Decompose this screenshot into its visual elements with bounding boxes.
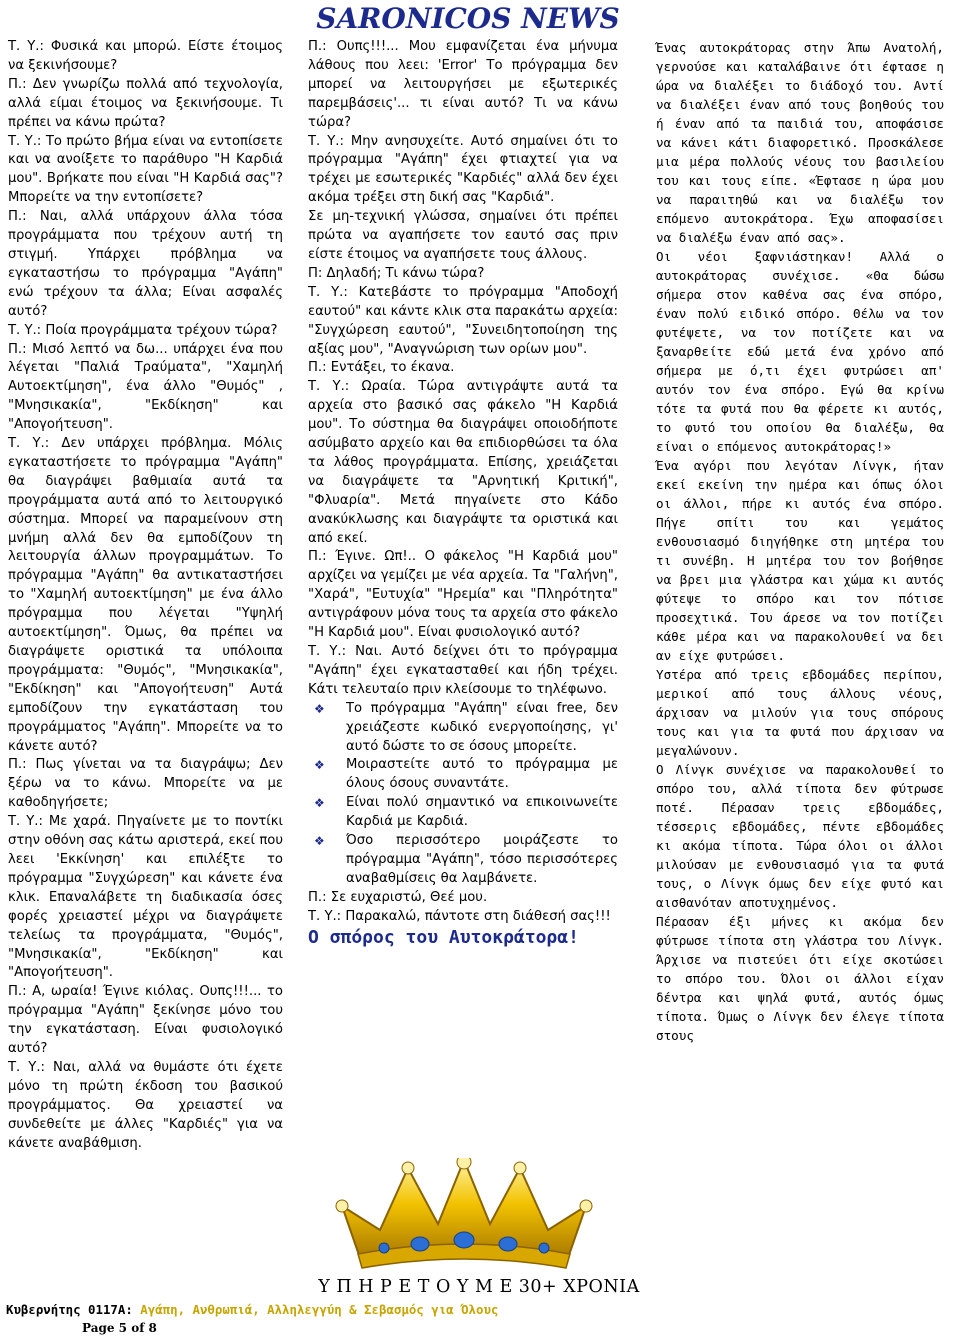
paragraph: Π.: Σε ευχαριστώ, Θεέ μου. bbox=[308, 889, 488, 905]
footer-motto-line bbox=[6, 1302, 498, 1317]
crown-icon bbox=[328, 1158, 600, 1270]
paragraph: Τ. Υ.: Ποία προγράμματα τρέχουν τώρα? bbox=[8, 322, 278, 338]
masthead-title: SARONICOS NEWS bbox=[316, 2, 620, 35]
paragraph: Τ. Υ.: Δεν υπάρχει πρόβλημα. Μόλις εγκαταστήσετε το πρόγραμμα "Αγάπη" θα διαγράψει βαθμιαία αυτά τα προγράμματα αυτά από το λειτουργικό σύστημα. Μπορεί να παραμείνουν στη μνήμη αλλά δεν θα εμποδίζουν τη λειτουργία άλλων προγραμμάτων. Το πρόγραμμα "Αγάπη" θα αντικαταστήσει το "Χαμηλή αυτοεκτίμηση" με ένα άλλο πρόγραμμα που λέγεται "Υψηλή αυτοεκτίμηση". Όμως, θα πρέπει να διαγράψετε οριστικά τα υπόλοιπα προγράμματα: "Θυμός", "Μνησικακία", "Εκδίκηση" και "Απογοήτευση" Αυτά εμποδίζουν την εγκατάσταση του προγράμματος "Αγάπη". Μπορείτε να το κάνετε αυτό? bbox=[8, 436, 283, 754]
paragraph: Ένα αγόρι που λεγόταν Λίνγκ, ήταν εκεί εκείνη την ημέρα και όπως όλοι οι άλλοι, πήρε κι αυτός ένα σπόρο. Πήγε σπίτι του και γεμάτος ενθουσιασμό διηγήθηκε στη μητέρα του τι συνέβη. Η μητέρα του τον βοήθησε να βρει μια γλάστρα και χώμα κι αυτός φύτεψε το σπόρο και τον πότισε προσεχτικά. Του άρεσε να τον ποτίζει κάθε μέρα και να παρακολουθεί να δει αν είχε φυτρώσει. bbox=[656, 458, 944, 663]
paragraph: Π: Δηλαδή; Τι κάνω τώρα? bbox=[308, 265, 485, 281]
paragraph: Ένας αυτοκράτορας στην Άπω Ανατολή, γερνούσε και καταλάβαινε ότι έφτασε η ώρα να διαλέξει το διάδοχό του. Αντί να διαλέξει έναν από τους βοηθούς του ή έναν από τα παιδιά του, αποφάσισε να κάνει κάτι διαφορετικό. Προσκάλεσε μια μέρα πολλούς νέους του βασιλείου του και τους είπε. «Έφτασε η ώρα μου να παραιτηθώ και να διαλέξω τον επόμενο αυτοκράτορα. Έχω αποφασίσει να διαλέξω έναν από σας». bbox=[656, 40, 944, 245]
list-item bbox=[308, 794, 618, 832]
paragraph: Τ. Υ.: Ναι, αλλά να θυμάστε ότι έχετε μόνο τη πρώτη έκδοση του βασικού προγράμματος. Θα χρειαστεί να συνδεθείτε με άλλες "Καρδιές" για να κάνετε αναβάθμιση. bbox=[8, 1059, 283, 1151]
paragraph: Π.: Εντάξει, το έκανα. bbox=[308, 360, 455, 376]
footer-prefix: Κυβερνήτης 0117Α: bbox=[6, 1302, 133, 1317]
column-3 bbox=[656, 38, 944, 1045]
list-item bbox=[308, 700, 618, 757]
paragraph: Τ. Υ.: Παρακαλώ, πάντοτε στη διάθεσή σας!!! bbox=[308, 908, 611, 924]
page-number: Page 5 of 8 bbox=[82, 1321, 157, 1335]
diamond-bullet-icon: ❖ bbox=[314, 834, 325, 849]
column-1 bbox=[8, 38, 283, 1153]
paragraph: Τ. Υ.: Ωραία. Τώρα αντιγράψτε αυτά τα αρχεία στο βασικό σας φάκελο "Η Καρδιά μου". Το σύστημα θα διαγράψει οποιοδήποτε ασύμβατο αρχείο και θα επιδιορθώσει τα όλα τα λάθος προγράμματα. Επίσης, χρειάζεται να διαγράψετε τα "Αρνητική Κριτική", "Φλυαρία". Μετά πηγαίνετε στο Κάδο ανακύκλωσης και διαγράψτε τα οριστικά και από εκεί. bbox=[308, 379, 618, 546]
paragraph: Τ. Υ.: Κατεβάστε το πρόγραμμα "Αποδοχή εαυτού" και κάντε κλικ στα παρακάτω αρχεία: "Συγχώρεση εαυτού", "Συνειδητοποίηση της αξίας μου", "Αναγνώριση των ορίων μου". bbox=[308, 284, 618, 357]
article-title: Ο σπόρος του Αυτοκράτορα! bbox=[308, 926, 579, 948]
list-item bbox=[308, 832, 618, 889]
list-item-text: Όσο περισσότερο μοιράζεστε το πρόγραμμα "Αγάπη", τόσο περισσότερες αναβαθμίσεις θα λαμβάνετε. bbox=[346, 833, 618, 886]
paragraph: Τ. Υ.: Ναι. Αυτό δείχνει ότι το πρόγραμμα "Αγάπη" έχει εγκατασταθεί και ήδη τρέχει. Κάτι τελευταίο πριν κλείσουμε το τηλέφωνο. bbox=[308, 644, 618, 697]
bullet-list bbox=[308, 700, 618, 889]
service-banner: Υ Π Η Ρ Ε Τ Ο Υ Μ Ε 30+ ΧΡΟΝΙΑ bbox=[318, 1277, 640, 1297]
list-item-text: Το πρόγραμμα "Αγάπη" είναι free, δεν χρειάζεστε κωδικό ενεργοποίησης, γι' αυτό δώστε το σε όσους μπορείτε. bbox=[346, 700, 618, 754]
paragraph: Τ. Υ.: Φυσικά και μπορώ. Είστε έτοιμος να ξεκινήσουμε? bbox=[8, 39, 283, 73]
paragraph: Τ. Υ.: Το πρώτο βήμα είναι να εντοπίσετε και να ανοίξετε το παράθυρο "Η Καρδιά μου". Βρήκατε που είναι "Η Καρδιά σας"? Μπορείτε να την εντοπίσετε? bbox=[8, 133, 283, 206]
paragraph: Υστέρα από τρεις εβδομάδες περίπου, μερικοί από τους άλλους νέους, άρχισαν να μιλούν για τους σπόρους τους και για τα φυτά που άρχισαν να μεγαλώνουν. bbox=[656, 667, 944, 758]
list-item-text: Είναι πολύ σημαντικό να επικοινωνείτε Καρδιά με Καρδιά. bbox=[346, 795, 618, 830]
paragraph: Τ. Υ.: Με χαρά. Πηγαίνετε με το ποντίκι στην οθόνη σας κάτω αριστερά, εκεί που λεει 'Εκκίνηση' και επιλέξτε το πρόγραμμα "Συγχώρεση" και κάνετε ένα κλικ. Επαναλάβετε τη διαδικασία όσες φορές χρειαστεί μέχρι να διαγράψετε τελείως τα προγράμματα, "Θυμός", "Μνησικακία", "Εκδίκηση" και "Απογοήτευση". bbox=[8, 814, 283, 981]
footer-motto: Αγάπη, Ανθρωπιά, Αλληλεγγύη & Σεβασμός για Όλους bbox=[140, 1302, 499, 1317]
paragraph: Π.: Μισό λεπτό να δω... υπάρχει ένα που λέγεται "Παλιά Τραύματα", "Χαμηλή Αυτοεκτίμηση", ένα άλλο "Θυμός" , "Μνησικακία", "Εκδίκηση" και "Απογοήτευση". bbox=[8, 341, 283, 433]
list-item-text: Μοιραστείτε αυτό το πρόγραμμα με όλους όσους συναντάτε. bbox=[346, 757, 618, 792]
paragraph: Τ. Υ.: Μην ανησυχείτε. Αυτό σημαίνει ότι το πρόγραμμα "Αγάπη" έχει φτιαχτεί για να τρέχει με εσωτερικές "Καρδιές" αλλά δεν έχει ακόμα τρέξει στη δική σας "Καρδιά". bbox=[308, 133, 618, 206]
paragraph: Π.: Δεν γνωρίζω πολλά από τεχνολογία, αλλά είμαι έτοιμος να ξεκινήσουμε. Τι πρέπει να κάνω πρώτα? bbox=[8, 76, 283, 130]
paragraph: Ο Λίνγκ συνέχισε να παρακολουθεί το σπόρο του, αλλά τίποτα δεν φύτρωσε ποτέ. Πέρασαν τρεις εβδομάδες, τέσσερις εβδομάδες, πέντε εβδομάδες κι ακόμα τίποτα. Τώρα όλοι οι άλλοι μιλούσαν με ενθουσιασμό για τα φυτά τους, ο Λίνγκ όμως δεν είχε φυτό και αισθανόταν αποτυχημένος. bbox=[656, 762, 944, 910]
list-item bbox=[308, 756, 618, 794]
paragraph: Π.: Ναι, αλλά υπάρχουν άλλα τόσα προγράμματα που τρέχουν αυτή τη στιγμή. Υπάρχει πρόβλημα να εγκαταστήσω το πρόγραμμα "Αγάπη" ενώ τρέχουν τα άλλα; Είναι ασφαλές αυτό? bbox=[8, 209, 283, 319]
paragraph: Οι νέοι ξαφνιάστηκαν! Αλλά ο αυτοκράτορας συνέχισε. «Θα δώσω σήμερα στον καθένα σας ένα σπόρο, έναν πολύ ειδικό σπόρο. Θέλω να τον φυτέψετε, να τον ποτίζετε και να ξαναρθείτε εδώ μετά ένα χρόνο από σήμερα με ό,τι έχει φυτρώσει απ' αυτόν τον ένα σπόρο. Εγώ θα κρίνω τότε τα φυτά που θα φέρετε κι αυτός, το φυτό του οποίου θα διαλέξω, θα είναι ο επόμενος αυτοκράτορας!» bbox=[656, 249, 944, 454]
diamond-bullet-icon: ❖ bbox=[314, 758, 325, 773]
diamond-bullet-icon: ❖ bbox=[314, 796, 325, 811]
paragraph: Π.: Έγινε. Ωπ!.. Ο φάκελος "Η Καρδιά μου" αρχίζει να γεμίζει με νέα αρχεία. Τα "Γαλήνη", "Χαρά", "Ευτυχία" "Ηρεμία" και "Πληρότητα" αντιγράφουν μόνα τους τα αρχεία στο φάκελο "Η Καρδιά μου". Είναι φυσιολογικό αυτό? bbox=[308, 549, 618, 641]
paragraph: Π.: Α, ωραία! Έγινε κιόλας. Ουπς!!!... το πρόγραμμα "Αγάπη" ξεκίνησε μόνο του την εγκατάσταση. Είναι φυσιολογικό αυτό? bbox=[8, 984, 283, 1057]
column-2 bbox=[308, 38, 618, 948]
paragraph: Π.: Πως γίνεται να τα διαγράψω; Δεν ξέρω να το κάνω. Μπορείτε να με καθοδηγήσετε; bbox=[8, 757, 283, 811]
paragraph: Σε μη-τεχνική γλώσσα, σημαίνει ότι πρέπει πρώτα να αγαπήσετε τον εαυτό σας πριν είστε έτοιμος να αγαπήσετε τους άλλους. bbox=[308, 209, 618, 262]
diamond-bullet-icon: ❖ bbox=[314, 701, 325, 716]
paragraph: Πέρασαν έξι μήνες κι ακόμα δεν φύτρωσε τίποτα στη γλάστρα του Λίνγκ. Άρχισε να πιστεύει ότι είχε σκοτώσει το σπόρο του. Όλοι οι άλλοι είχαν δέντρα και ψηλά φυτά, αυτός όμως τίποτα. Όμως ο Λίνγκ δεν έλεγε τίποτα στους bbox=[656, 914, 944, 1043]
paragraph: Π.: Ουπς!!!... Μου εμφανίζεται ένα μήνυμα λάθους που λεει: 'Error' Το πρόγραμμα δεν μπορεί να λειτουργήσει με εξωτερικές παρεμβάσεις'... τι είναι αυτό? Τι να κάνω τώρα? bbox=[308, 39, 618, 130]
